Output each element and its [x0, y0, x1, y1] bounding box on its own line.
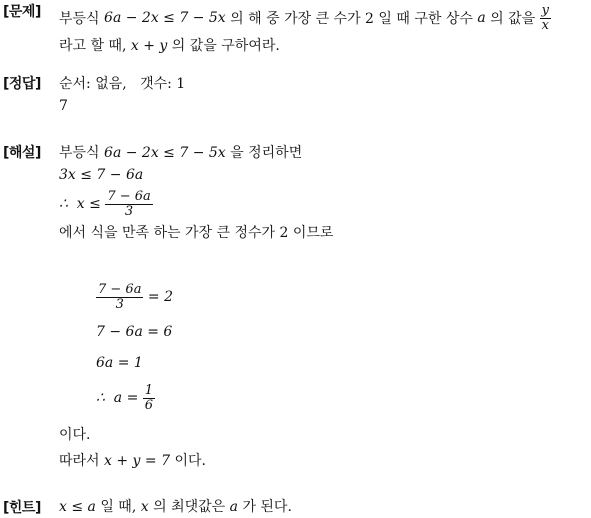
solution-text-1: 에서 식을 만족 하는 가장 큰 정수가 2 이므로 [59, 225, 334, 241]
problem-text: 의 값을 구하여라. [171, 38, 280, 54]
solution-expression: x + y = 7 [104, 453, 171, 469]
equation-4 [59, 378, 585, 418]
fraction-numerator: y [541, 2, 550, 18]
solution-intro [59, 142, 585, 164]
problem-text: 부등식 [59, 11, 100, 27]
solution-end-1: 이다. [59, 427, 91, 443]
answer-value: 7 [59, 98, 68, 114]
solution-content [59, 142, 585, 472]
solution-text: 부등식 [59, 145, 100, 161]
eq4-fraction [143, 384, 155, 413]
eq1-rhs: = 2 [147, 289, 173, 305]
solution-step-1: 3x ≤ 7 − 6a [59, 167, 144, 183]
hint-content [59, 497, 585, 517]
fraction-denominator: 3 [124, 203, 134, 219]
solution-tag: [해설] [3, 145, 41, 161]
step2-prefix: ∴ x ≤ [59, 196, 101, 212]
fraction-numerator: 7 − 6a [107, 188, 151, 204]
equation-3: 6a = 1 [96, 355, 143, 371]
solution-text: 이다. [174, 453, 206, 469]
solution-text: 을 정리하면 [230, 145, 303, 161]
hint-variable: a [229, 499, 238, 515]
hint-text: 의 최댓값은 [153, 499, 226, 515]
problem-variable: a [477, 10, 486, 26]
problem-fraction [540, 4, 551, 33]
equation-2: 7 − 6a = 6 [96, 324, 173, 340]
problem-line-2 [59, 35, 585, 57]
hint-text: 일 때, [100, 499, 137, 515]
problem-text: 라고 할 때, [59, 38, 127, 54]
fraction-denominator: 6 [144, 397, 154, 413]
hint-line [59, 497, 585, 517]
solution-end-2 [59, 450, 585, 472]
solution-text: 따라서 [59, 453, 100, 469]
solution-step-2 [59, 186, 585, 222]
problem-line-1 [59, 1, 585, 35]
answer-tag: [정답] [3, 76, 41, 92]
fraction-numerator: 1 [144, 382, 154, 398]
hint-tag: [힌트] [3, 500, 41, 516]
answer-content [59, 73, 585, 117]
fraction-numerator: 7 − 6a [98, 281, 142, 297]
solution-inequality: 6a − 2x ≤ 7 − 5x [104, 145, 226, 161]
problem-text: 의 해 중 가장 큰 수가 2 일 때 구한 상수 [230, 11, 473, 27]
problem-inequality: 6a − 2x ≤ 7 − 5x [104, 10, 226, 26]
fraction-denominator: 3 [115, 296, 124, 312]
hint-text: 가 된다. [242, 499, 292, 515]
equation-1 [59, 278, 585, 316]
hint-variable: x [140, 499, 149, 515]
eq1-fraction [96, 283, 143, 312]
problem-content [59, 1, 585, 57]
fraction-denominator: x [541, 17, 549, 33]
answer-line-1: 순서: 없음, 갯수: 1 [59, 76, 186, 92]
problem-text: 의 값을 [490, 11, 536, 27]
problem-tag: [문제] [3, 4, 41, 20]
step2-fraction [105, 190, 152, 219]
hint-expression: x ≤ a [59, 499, 96, 515]
problem-expression: x + y [130, 38, 168, 54]
eq4-prefix: ∴ a = [96, 390, 139, 406]
